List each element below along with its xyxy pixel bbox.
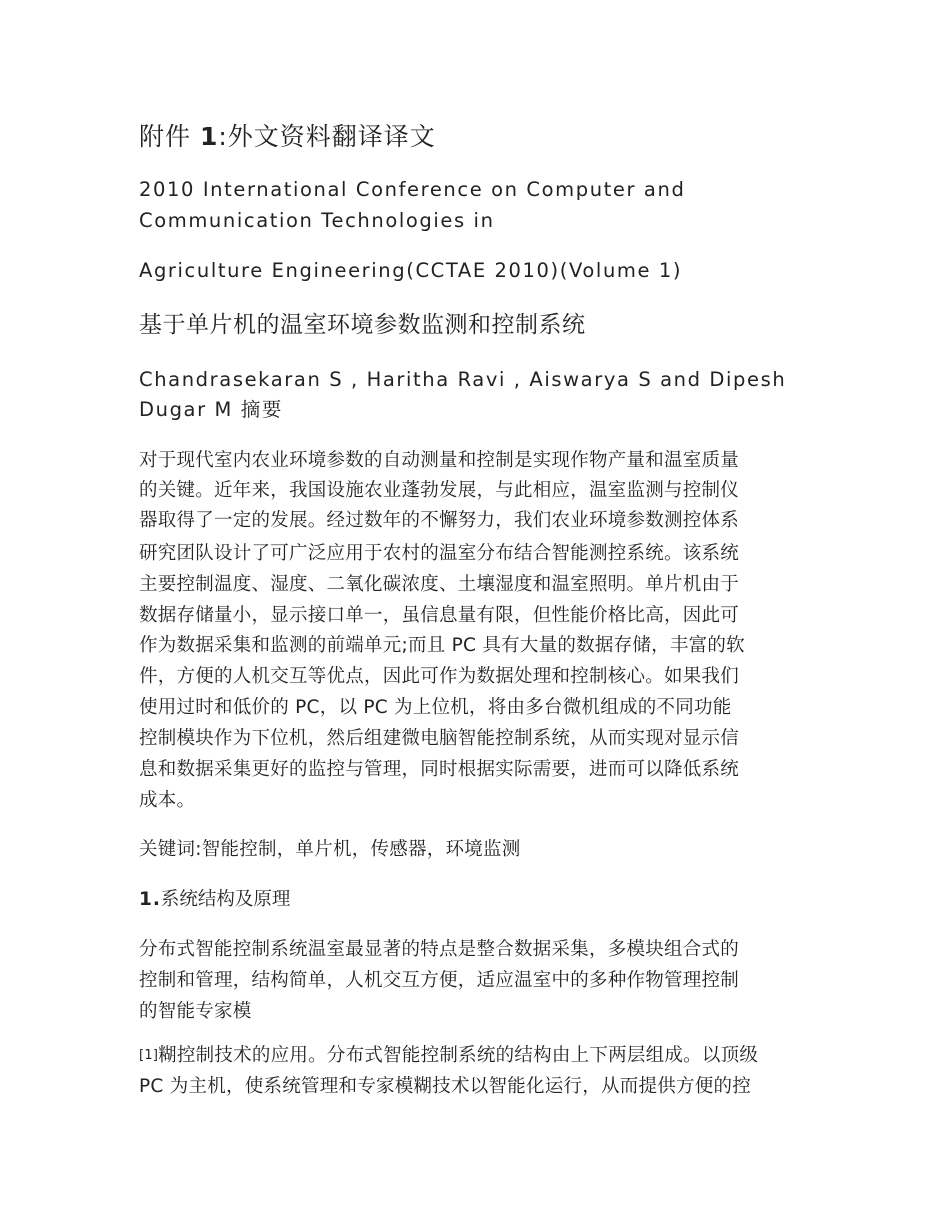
section-1-title: 系统结构及原理 bbox=[160, 889, 291, 910]
section-1-para2-line-1 bbox=[139, 1047, 758, 1066]
abstract-line: 研究团队设计了可广泛应用于农村的温室分布结合智能测控系统。该系统 bbox=[139, 543, 740, 564]
section-1-para-line: 的智能专家模 bbox=[139, 1001, 252, 1022]
abstract-line: 息和数据采集更好的监控与管理，同时根据实际需要，进而可以降低系统 bbox=[139, 759, 740, 780]
abstract-line: 作为数据采集和监测的前端单元;而且 PC 具有大量的数据存储，丰富的软 bbox=[139, 635, 745, 656]
abstract-line: 控制模块作为下位机，然后组建微电脑智能控制系统，从而实现对显示信 bbox=[139, 728, 740, 749]
conference-line-2: Communication Technologies in bbox=[139, 209, 495, 232]
paper-title: 基于单片机的温室环境参数监测和控制系统 bbox=[139, 312, 586, 338]
abstract-line: 器取得了一定的发展。经过数年的不懈努力，我们农业环境参数测控体系 bbox=[139, 510, 740, 531]
section-1-para2-text: 糊控制技术的应用。分布式智能控制系统的结构由上下两层组成。以顶级 bbox=[158, 1045, 759, 1066]
authors-line-2: Dugar M 摘要 bbox=[139, 398, 283, 421]
conference-line-3: Agriculture Engineering(CCTAE 2010)(Volume 1) bbox=[139, 259, 683, 282]
conference-line-1: 2010 International Conference on Computer and bbox=[139, 178, 686, 201]
abstract-line: 数据存储量小，显示接口单一，虽信息量有限，但性能价格比高，因此可 bbox=[139, 605, 740, 626]
heading-prefix: 附件 bbox=[139, 122, 200, 151]
abstract-line: 对于现代室内农业环境参数的自动测量和控制是实现作物产量和温室质量 bbox=[139, 450, 740, 471]
heading-rest: :外文资料翻译译文 bbox=[218, 122, 436, 151]
abstract-line: 件，方便的人机交互等优点，因此可作为数据处理和控制核心。如果我们 bbox=[139, 666, 740, 687]
keywords: 关键词:智能控制，单片机，传感器，环境监测 bbox=[139, 839, 521, 860]
abstract-line: 使用过时和低价的 PC，以 PC 为上位机，将由多台微机组成的不同功能 bbox=[139, 697, 732, 718]
authors-line-1: Chandrasekaran S , Haritha Ravi , Aiswarya S and Dipesh bbox=[139, 368, 787, 391]
abstract-line: 的关键。近年来，我国设施农业蓬勃发展，与此相应，温室监测与控制仪 bbox=[139, 480, 740, 501]
heading-number: 1 bbox=[199, 122, 219, 151]
abstract-line: 主要控制温度、湿度、二氧化碳浓度、土壤湿度和温室照明。单片机由于 bbox=[139, 574, 740, 595]
abstract-line: 成本。 bbox=[139, 790, 196, 811]
section-1-heading bbox=[139, 891, 290, 910]
section-1-para-line: 控制和管理，结构简单，人机交互方便，适应温室中的多种作物管理控制 bbox=[139, 970, 740, 991]
section-1-para2-line-2: PC 为主机，使系统管理和专家模糊技术以智能化运行，从而提供方便的控 bbox=[139, 1076, 751, 1097]
reference-marker: [1] bbox=[139, 1048, 159, 1063]
section-1-number: 1. bbox=[139, 889, 161, 910]
section-1-para-line: 分布式智能控制系统温室最显著的特点是整合数据采集，多模块组合式的 bbox=[139, 939, 740, 960]
attachment-heading bbox=[139, 124, 436, 149]
